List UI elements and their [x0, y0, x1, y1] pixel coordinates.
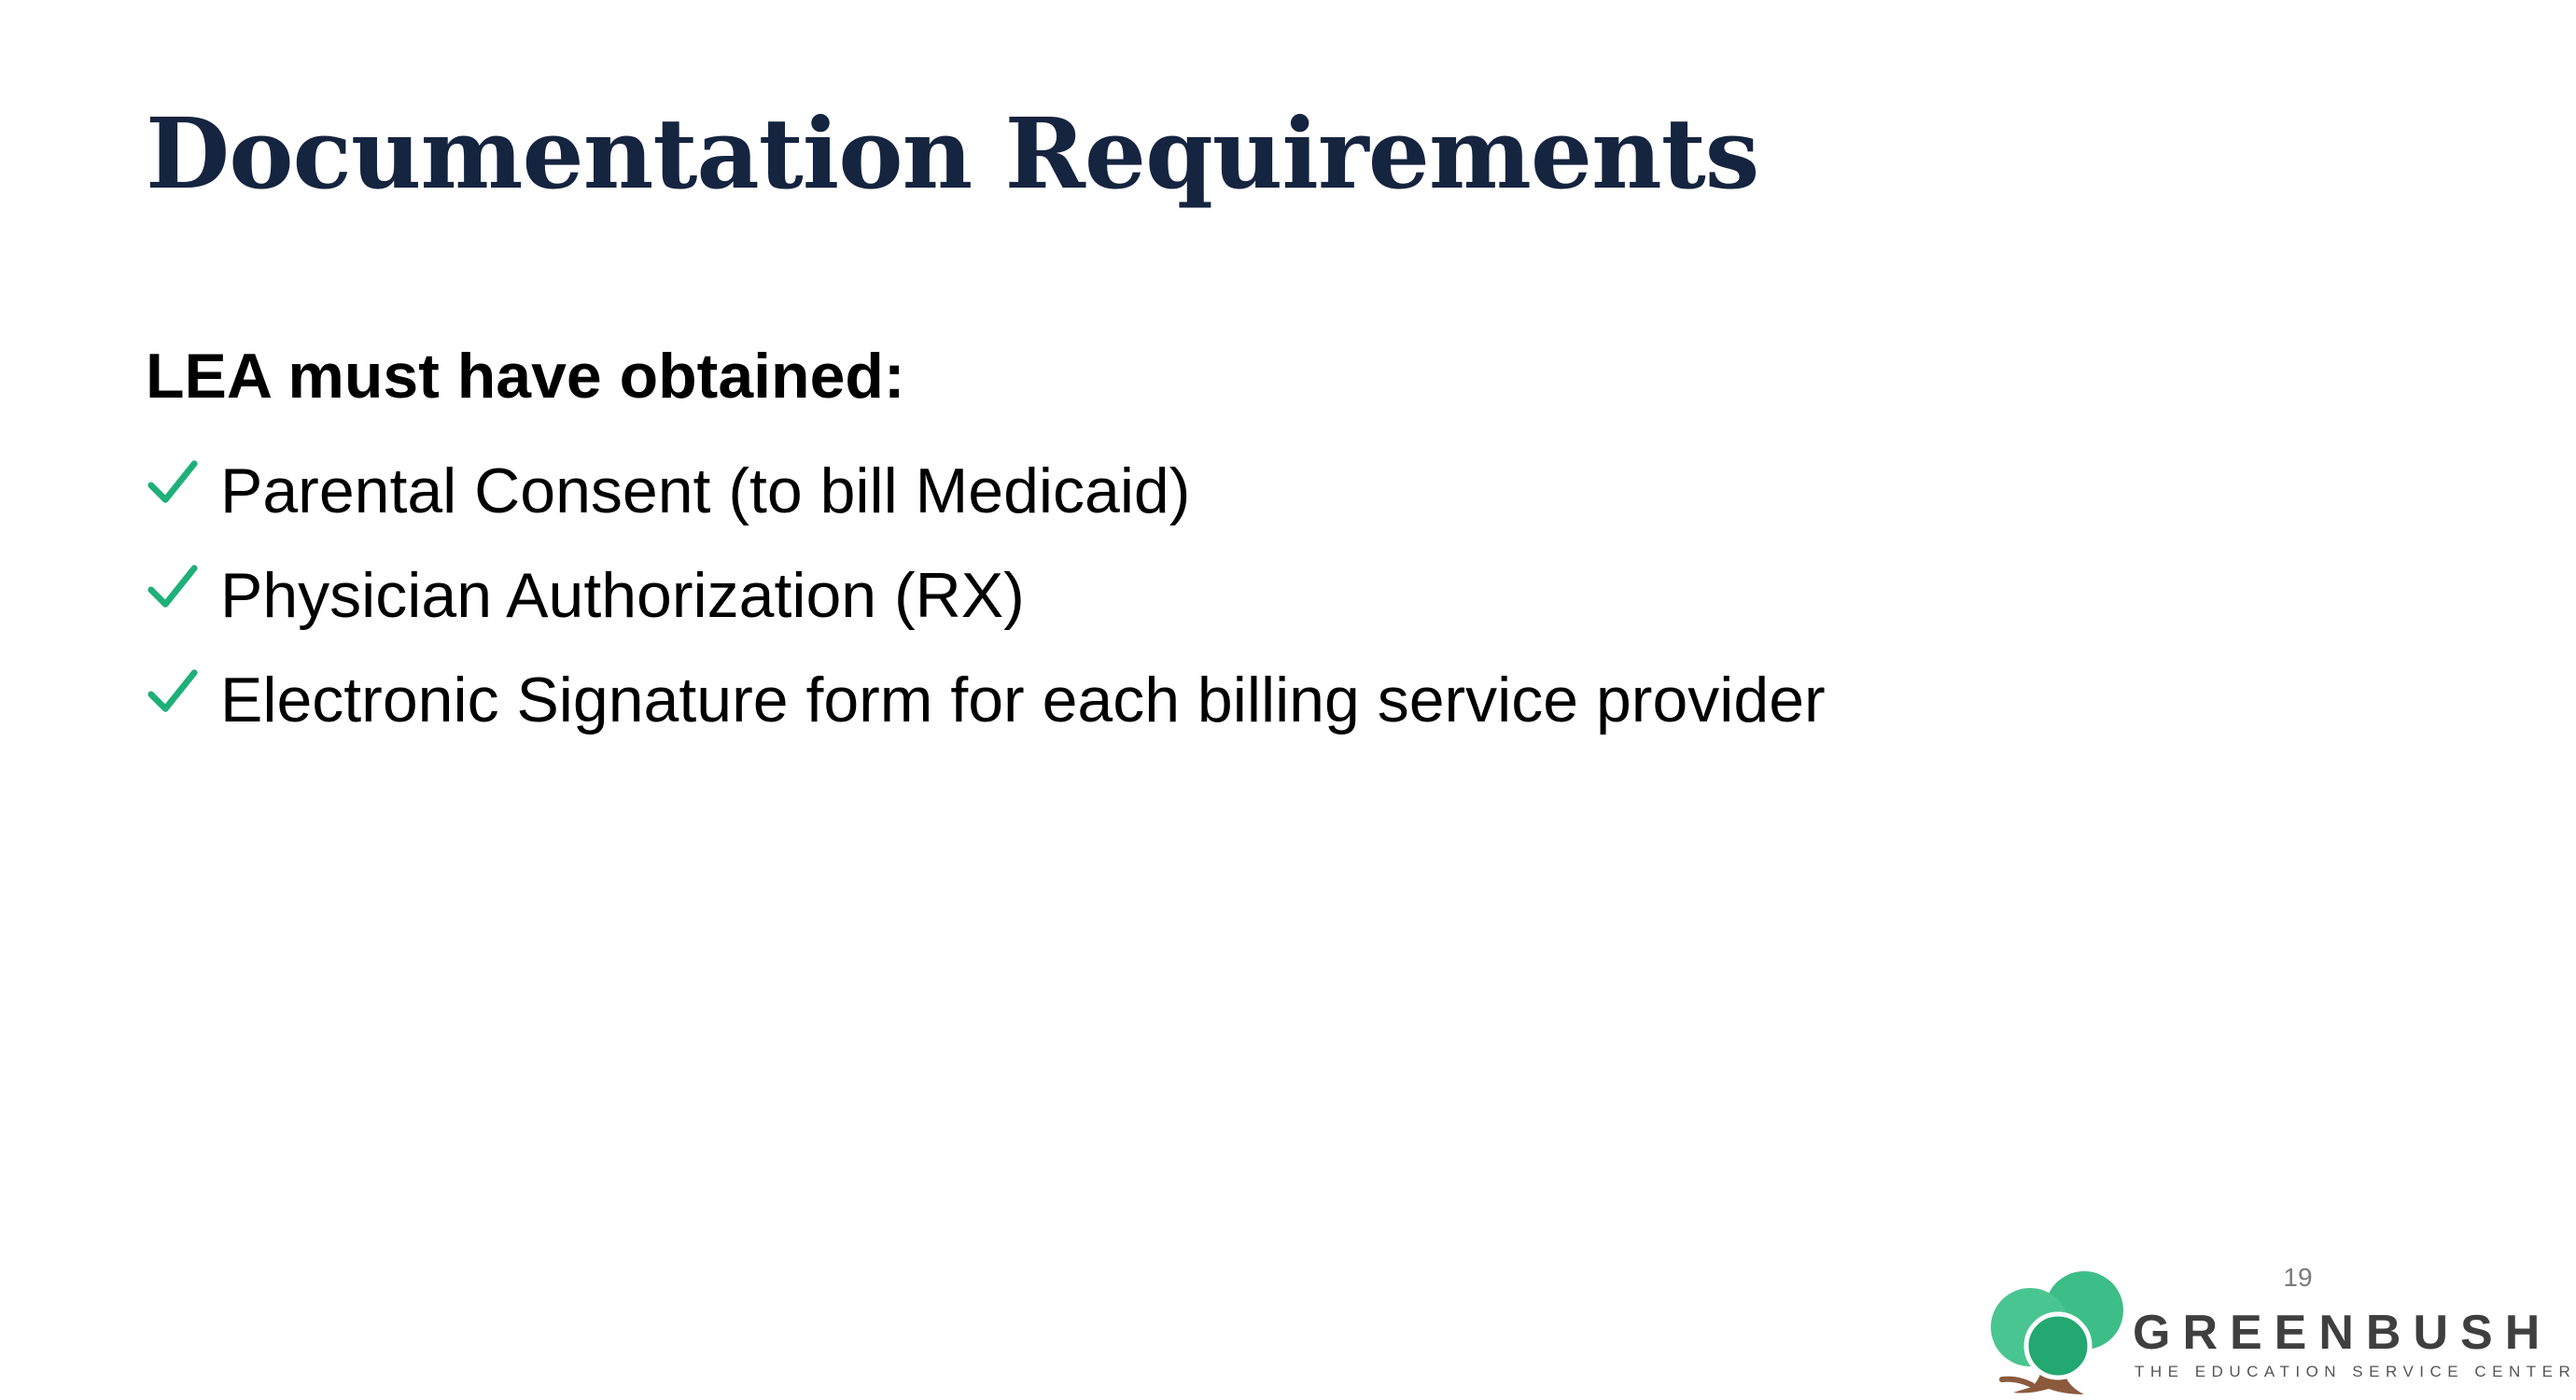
list-item-text: Parental Consent (to bill Medicaid) — [220, 455, 1191, 526]
list-item — [146, 648, 1826, 752]
list-item — [146, 543, 1826, 648]
logo-name: GREENBUSH — [2133, 1306, 2553, 1360]
list-item-text: Physician Authorization (RX) — [220, 560, 1025, 631]
checkmark-icon — [146, 665, 200, 720]
checkmark-icon — [146, 561, 200, 615]
greenbush-logo — [1983, 1269, 2576, 1400]
checkmark-icon — [146, 456, 200, 511]
logo-tagline: THE EDUCATION SERVICE CENTER — [2135, 1363, 2576, 1380]
list-item-text: Electronic Signature form for each billing service provider — [220, 665, 1826, 735]
intro-heading: LEA must have obtained: — [146, 341, 905, 412]
page-number: 19 — [2283, 1263, 2313, 1292]
list-item — [146, 439, 1826, 543]
tree-icon — [1983, 1269, 2123, 1400]
slide-title: Documentation Requirements — [146, 96, 1759, 211]
requirements-checklist — [146, 439, 1826, 752]
